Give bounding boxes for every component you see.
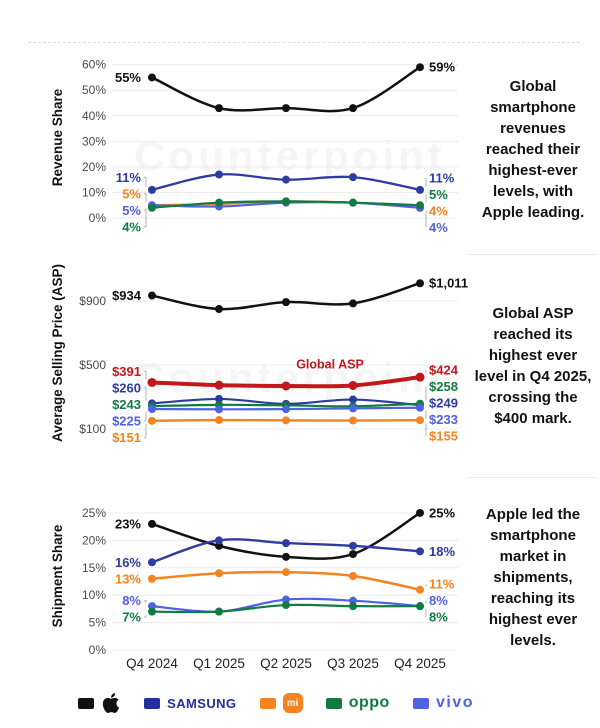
data-point-samsung: [148, 186, 156, 194]
caption-revenue: [468, 44, 598, 254]
value-label-vivo: 8%: [122, 593, 141, 609]
data-point-oppo: [282, 197, 290, 205]
xiaomi-color-swatch: [260, 698, 276, 709]
value-label-oppo: $258: [429, 378, 458, 394]
value-label-apple: $934: [112, 288, 141, 304]
data-point-oppo: [148, 608, 156, 616]
data-point-apple: [148, 292, 156, 300]
value-label-samsung: $260: [112, 380, 141, 396]
value-label-vivo: $233: [429, 411, 458, 427]
value-label-samsung: 11%: [115, 169, 141, 185]
apple-logo-icon: [101, 693, 121, 713]
y-tick-label: 30%: [81, 134, 106, 149]
y-tick-label: 40%: [81, 108, 106, 123]
series-annotation: Global ASP: [296, 357, 364, 372]
label-connector: [144, 412, 146, 421]
label-connector: [144, 615, 146, 618]
data-point-samsung: [416, 186, 424, 194]
data-point-samsung: [349, 173, 357, 181]
data-point-oppo: [349, 602, 357, 610]
data-point-apple: [416, 509, 424, 517]
y-tick-label: 5%: [88, 615, 106, 630]
data-point-global-asp: [282, 381, 291, 390]
value-label-oppo: 4%: [122, 219, 141, 235]
legend-item-vivo: [413, 694, 474, 712]
x-tick-label: Q3 2025: [327, 656, 379, 671]
data-point-samsung: [215, 171, 223, 179]
value-label-samsung: 11%: [429, 170, 455, 186]
value-label-vivo: 4%: [429, 219, 448, 235]
data-point-samsung: [416, 547, 424, 555]
y-tick-label: $900: [79, 294, 106, 308]
data-point-oppo: [282, 601, 290, 609]
oppo-logo-text: oppo: [348, 694, 390, 711]
series-line-apple: [152, 513, 420, 559]
apple-color-swatch: [78, 698, 94, 709]
value-label-samsung: 16%: [114, 554, 141, 570]
y-tick-label: 60%: [81, 57, 106, 72]
data-point-vivo: [148, 405, 156, 413]
label-connector: [144, 424, 146, 438]
data-point-xiaomi: [282, 568, 290, 576]
value-label-xiaomi: 11%: [429, 576, 455, 592]
value-label-apple: 59%: [429, 59, 456, 75]
data-point-apple: [349, 104, 357, 112]
data-point-apple: [282, 553, 290, 561]
data-point-oppo: [148, 204, 156, 212]
data-point-global-asp: [349, 381, 358, 390]
value-label-vivo: 5%: [122, 202, 141, 218]
legend-item-apple: [78, 693, 121, 713]
value-label-vivo: 8%: [429, 593, 448, 609]
value-label-global-asp: $391: [112, 363, 141, 379]
brand-legend: [78, 686, 474, 720]
value-label-oppo: 5%: [429, 186, 448, 202]
y-tick-label: $500: [79, 358, 106, 372]
y-tick-label: 20%: [81, 159, 106, 174]
data-point-apple: [282, 104, 290, 112]
value-label-xiaomi: $151: [112, 429, 141, 445]
value-label-oppo: 7%: [122, 609, 141, 625]
data-point-apple: [282, 298, 290, 306]
caption-shipments: [468, 477, 598, 677]
data-point-apple: [416, 279, 424, 287]
axis-title-average-selling-price-asp-: Average Selling Price (ASP): [50, 263, 65, 443]
caption-panel: [468, 44, 598, 678]
data-point-samsung: [349, 542, 357, 550]
label-connector: [144, 601, 146, 604]
value-label-xiaomi: 5%: [122, 186, 141, 202]
y-tick-label: 50%: [81, 83, 106, 98]
caption-revenue-text: Global smartphone revenues reached their highest-ever levels, with Apple leading.: [481, 77, 585, 221]
value-label-apple: 23%: [114, 516, 141, 532]
value-label-xiaomi: 4%: [429, 203, 448, 219]
data-point-vivo: [416, 404, 424, 412]
x-tick-label: Q4 2025: [394, 656, 446, 671]
value-label-global-asp: $424: [429, 362, 458, 378]
data-point-apple: [349, 299, 357, 307]
data-point-global-asp: [148, 378, 157, 387]
data-point-oppo: [416, 602, 424, 610]
data-point-samsung: [148, 558, 156, 566]
y-tick-label: 0%: [88, 211, 106, 225]
data-point-vivo: [349, 404, 357, 412]
data-point-oppo: [215, 199, 223, 207]
value-label-xiaomi: 13%: [114, 571, 141, 587]
data-point-xiaomi: [349, 572, 357, 580]
y-tick-label: 20%: [81, 533, 106, 548]
data-point-samsung: [282, 176, 290, 184]
caption-shipments-text: Apple led the smartphone market in shipments, reaching its highest ever levels.: [485, 506, 581, 649]
data-point-xiaomi: [416, 586, 424, 594]
data-point-apple: [349, 550, 357, 558]
label-connector: [144, 211, 146, 227]
data-point-apple: [148, 520, 156, 528]
data-point-vivo: [282, 405, 290, 413]
data-point-apple: [148, 73, 156, 81]
value-label-samsung: $249: [429, 395, 458, 411]
caption-asp-text: Global ASP reached its highest ever level in Q4 2025, crossing the $400 mark.: [474, 305, 592, 427]
watermark: [134, 132, 446, 179]
data-point-xiaomi: [148, 575, 156, 583]
caption-asp: [468, 254, 598, 477]
label-connector: [144, 194, 146, 202]
legend-item-samsung: [144, 696, 236, 711]
data-point-samsung: [215, 536, 223, 544]
data-point-vivo: [215, 405, 223, 413]
y-tick-label: 0%: [88, 643, 106, 657]
data-point-xiaomi: [215, 416, 223, 424]
value-label-oppo: 8%: [429, 609, 448, 625]
label-connector: [144, 208, 146, 210]
oppo-color-swatch: [326, 698, 342, 709]
legend-item-xiaomi: [260, 693, 303, 713]
legend-item-oppo: [326, 694, 390, 712]
value-label-vivo: $225: [112, 413, 141, 429]
xiaomi-logo-text: mi: [286, 697, 299, 709]
value-label-apple: 55%: [114, 69, 141, 85]
data-point-samsung: [282, 539, 290, 547]
x-tick-label: Q1 2025: [193, 656, 245, 671]
vivo-logo-text: vivo: [435, 694, 474, 711]
data-point-xiaomi: [148, 417, 156, 425]
value-label-apple: $1,011: [429, 275, 469, 291]
y-tick-label: $100: [79, 422, 106, 436]
data-point-global-asp: [215, 381, 224, 390]
axis-title-revenue-share: Revenue Share: [50, 88, 65, 187]
data-point-apple: [416, 63, 424, 71]
data-point-oppo: [416, 201, 424, 209]
vivo-color-swatch: [413, 698, 429, 709]
value-label-xiaomi: $155: [429, 428, 458, 444]
x-tick-label: Q2 2025: [260, 656, 312, 671]
value-label-oppo: $243: [112, 396, 141, 412]
y-tick-label: 10%: [81, 588, 106, 603]
axis-title-shipment-share: Shipment Share: [50, 524, 65, 628]
data-point-global-asp: [416, 373, 425, 382]
data-point-xiaomi: [282, 416, 290, 424]
data-point-apple: [215, 104, 223, 112]
watermark: [134, 354, 446, 401]
data-point-oppo: [215, 608, 223, 616]
value-label-apple: 25%: [429, 505, 456, 521]
samsung-color-swatch: [144, 698, 160, 709]
xiaomi-logo-icon: [283, 693, 303, 713]
samsung-logo-text: SAMSUNG: [167, 695, 237, 711]
value-label-samsung: 18%: [429, 543, 456, 559]
y-tick-label: 10%: [81, 185, 106, 200]
data-point-xiaomi: [416, 416, 424, 424]
x-tick-label: Q4 2024: [126, 656, 178, 671]
y-tick-label: 15%: [81, 560, 106, 575]
data-point-xiaomi: [215, 569, 223, 577]
y-tick-label: 25%: [81, 505, 106, 520]
data-point-apple: [215, 305, 223, 313]
data-point-oppo: [349, 199, 357, 207]
data-point-xiaomi: [349, 417, 357, 425]
